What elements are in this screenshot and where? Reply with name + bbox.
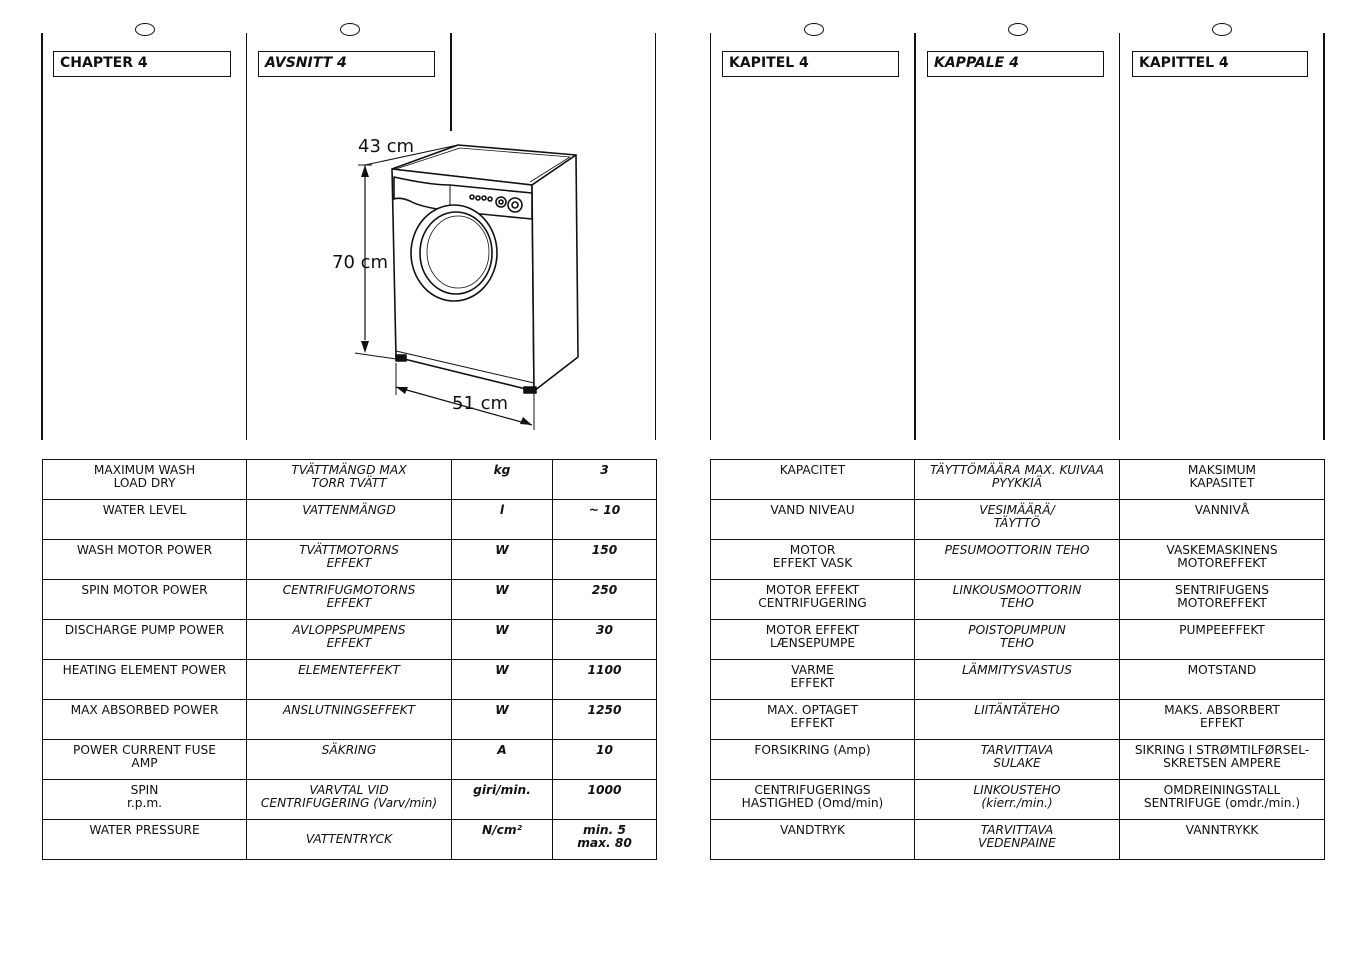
spec-label-en: MAXIMUM WASH LOAD DRY [43,460,247,500]
table-row [711,540,1325,580]
spec-label-da: VANDTRYK [711,820,915,860]
table-row [43,740,657,780]
table-row [43,620,657,660]
spec-value: 30 [553,620,657,660]
washing-machine-diagram [300,125,600,445]
spec-label-en: WATER LEVEL [43,500,247,540]
depth-dimension-label: 43 cm [358,136,415,157]
spec-label-fi: POISTOPUMPUN TEHO [915,620,1120,660]
spec-unit: W [452,580,553,620]
spec-value: 10 [553,740,657,780]
table-row [711,820,1325,860]
spec-unit: A [452,740,553,780]
table-row [43,700,657,740]
spec-label-en: SPIN MOTOR POWER [43,580,247,620]
spec-label-en: MAX ABSORBED POWER [43,700,247,740]
spec-label-no: SENTRIFUGENS MOTOREFFEKT [1120,580,1325,620]
spec-label-no: VASKEMASKINENS MOTOREFFEKT [1120,540,1325,580]
table-row [711,580,1325,620]
spec-label-fi: PESUMOOTTORIN TEHO [915,540,1120,580]
spec-label-no: VANNTRYKK [1120,820,1325,860]
spec-label-fi: TARVITTAVA VEDENPAINE [915,820,1120,860]
spec-value: 1000 [553,780,657,820]
spec-label-da: MOTOR EFFEKT CENTRIFUGERING [711,580,915,620]
language-flag-oval [340,23,360,36]
spec-label-fi: TÄYTTÖMÄÄRA MAX. KUIVAA PYYKKIÄ [915,460,1120,500]
language-flag-oval [1212,23,1232,36]
column-divider [41,33,43,440]
language-flag-oval [135,23,155,36]
table-row [711,700,1325,740]
table-row [711,740,1325,780]
column-divider [914,33,916,440]
table-row [711,500,1325,540]
spec-unit: kg [452,460,553,500]
width-dimension-label: 51 cm [452,393,509,414]
table-row [43,460,657,500]
spec-label-sv: TVÄTTMÄNGD MAX TORR TVÄTT [247,460,452,500]
chapter-heading-da: KAPITEL 4 [722,51,899,77]
spec-value: 150 [553,540,657,580]
spec-label-da: KAPACITET [711,460,915,500]
spec-unit: giri/min. [452,780,553,820]
spec-label-en: DISCHARGE PUMP POWER [43,620,247,660]
spec-label-sv: TVÄTTMOTORNS EFFEKT [247,540,452,580]
spec-label-sv: ANSLUTNINGSEFFEKT [247,700,452,740]
spec-label-fi: VESIMÄÄRÄ/ TÄYTTÖ [915,500,1120,540]
chapter-heading-fi: KAPPALE 4 [927,51,1104,77]
spec-label-no: MOTSTAND [1120,660,1325,700]
specification-table-da-fi-no [710,459,1325,860]
spec-label-sv: AVLOPPSPUMPENS EFFEKT [247,620,452,660]
spec-label-fi: TARVITTAVA SULAKE [915,740,1120,780]
spec-label-sv: ELEMENTEFFEKT [247,660,452,700]
spec-label-da: MOTOR EFFEKT VASK [711,540,915,580]
chapter-heading-en: CHAPTER 4 [53,51,231,77]
spec-value: min. 5 max. 80 [553,820,657,860]
spec-label-fi: LÄMMITYSVASTUS [915,660,1120,700]
table-row [43,540,657,580]
spec-label-sv: VATTENMÄNGD [247,500,452,540]
spec-label-no: OMDREININGSTALL SENTRIFUGE (omdr./min.) [1120,780,1325,820]
column-divider [246,33,247,440]
spec-label-sv: VARVTAL VID CENTRIFUGERING (Varv/min) [247,780,452,820]
table-row [43,580,657,620]
chapter-heading-sv: AVSNITT 4 [258,51,435,77]
spec-unit: N/cm² [452,820,553,860]
spec-label-no: MAKS. ABSORBERT EFFEKT [1120,700,1325,740]
spec-label-da: MAX. OPTAGET EFFEKT [711,700,915,740]
spec-unit: W [452,540,553,580]
table-row [43,780,657,820]
spec-label-da: CENTRIFUGERINGS HASTIGHED (Omd/min) [711,780,915,820]
spec-label-en: POWER CURRENT FUSE AMP [43,740,247,780]
table-row [43,820,657,860]
spec-unit: W [452,620,553,660]
column-divider [1119,33,1120,440]
column-divider [1323,33,1325,440]
table-row [711,460,1325,500]
spec-unit: l [452,500,553,540]
spec-value: 1100 [553,660,657,700]
spec-label-sv: SÄKRING [247,740,452,780]
spec-value: 1250 [553,700,657,740]
spec-unit: W [452,700,553,740]
language-flag-oval [1008,23,1028,36]
spec-label-da: FORSIKRING (Amp) [711,740,915,780]
spec-label-en: SPIN r.p.m. [43,780,247,820]
spec-value: 250 [553,580,657,620]
spec-label-en: WATER PRESSURE [43,820,247,860]
column-divider [710,33,711,440]
spec-value: 3 [553,460,657,500]
table-row [711,620,1325,660]
table-row [711,780,1325,820]
table-row [43,660,657,700]
spec-label-sv: VATTENTRYCK [247,820,452,860]
spec-value: ~ 10 [553,500,657,540]
spec-label-sv: CENTRIFUGMOTORNS EFFEKT [247,580,452,620]
spec-label-no: SIKRING I STRØMTILFØRSEL- SKRETSEN AMPERE [1120,740,1325,780]
spec-label-da: VARME EFFEKT [711,660,915,700]
height-dimension-label: 70 cm [332,252,389,273]
table-row [43,500,657,540]
spec-label-no: MAKSIMUM KAPASITET [1120,460,1325,500]
spec-label-no: VANNIVÅ [1120,500,1325,540]
spec-label-en: WASH MOTOR POWER [43,540,247,580]
column-divider [655,33,656,440]
table-row [711,660,1325,700]
spec-label-en: HEATING ELEMENT POWER [43,660,247,700]
column-divider [450,33,452,131]
chapter-heading-no: KAPITTEL 4 [1132,51,1308,77]
spec-label-da: MOTOR EFFEKT LÆNSEPUMPE [711,620,915,660]
language-flag-oval [804,23,824,36]
spec-unit: W [452,660,553,700]
specification-table-en-sv [42,459,657,860]
spec-label-da: VAND NIVEAU [711,500,915,540]
washing-machine-illustration [300,125,600,445]
spec-label-no: PUMPEEFFEKT [1120,620,1325,660]
spec-label-fi: LINKOUSMOOTTORIN TEHO [915,580,1120,620]
spec-label-fi: LINKOUSTEHO (kierr./min.) [915,780,1120,820]
spec-label-fi: LIITÄNTÄTEHO [915,700,1120,740]
